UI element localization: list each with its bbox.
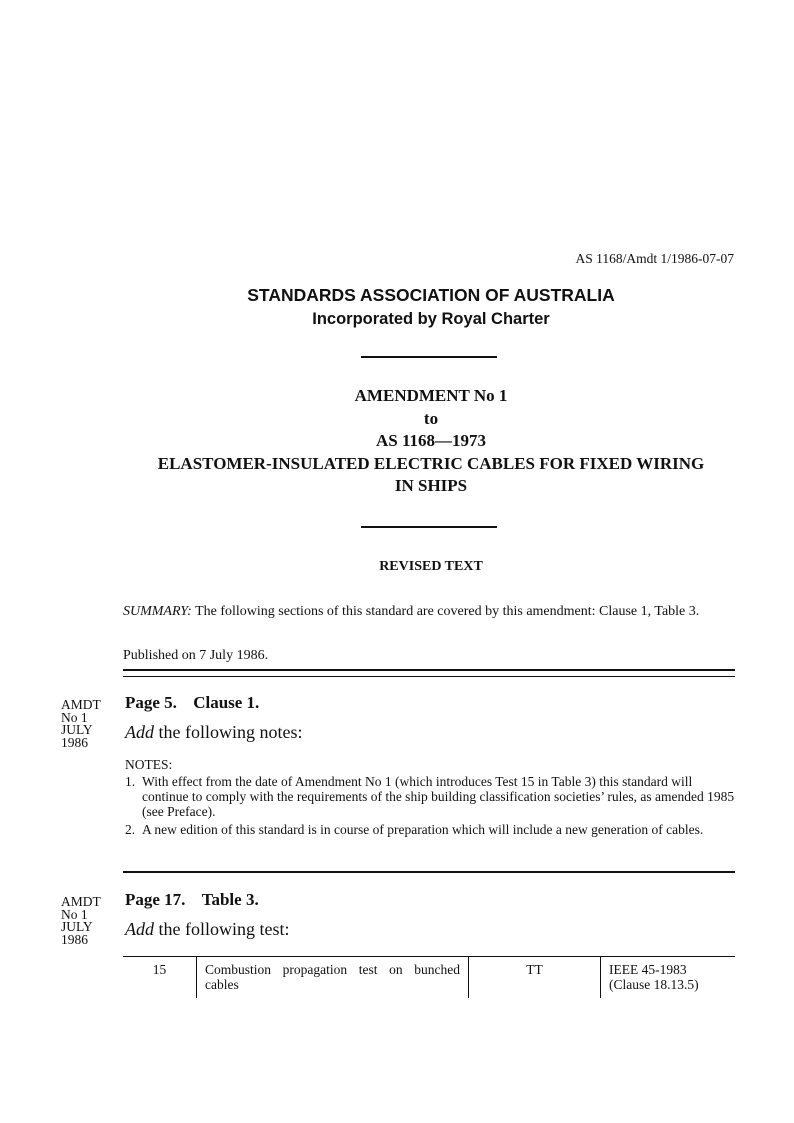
test-type: TT: [469, 957, 601, 999]
margin-note-line: No 1: [61, 709, 88, 725]
amendment-margin-note: [61, 896, 111, 946]
margin-note-line: 1986: [61, 931, 88, 947]
margin-note-line: AMDT: [61, 894, 101, 909]
document-reference: AS 1168/Amdt 1/1986-07-07: [575, 251, 734, 266]
instruction-verb: Add: [125, 919, 154, 939]
margin-note-line: 1986: [61, 734, 88, 750]
standard-title-line2: IN SHIPS: [394, 476, 468, 495]
note-text: A new edition of this standard is in course of preparation which will include a new generation of cables.: [142, 822, 704, 837]
margin-note-line: JULY: [61, 722, 93, 737]
test-reference-line2: (Clause 18.13.5): [609, 977, 699, 992]
organization-name: STANDARDS ASSOCIATION OF AUSTRALIA: [247, 285, 615, 305]
divider: [123, 871, 735, 873]
test-reference-line1: IEEE 45-1983: [609, 962, 687, 977]
note-item: [125, 774, 737, 819]
tests-table: [123, 956, 735, 998]
standard-number: AS 1168—1973: [375, 431, 487, 450]
instruction-text: the following notes:: [158, 722, 303, 742]
margin-note-line: No 1: [61, 906, 88, 922]
divider: [361, 356, 497, 358]
test-description: Combustion propagation test on bunched cables: [197, 957, 469, 999]
note-number: 2.: [125, 822, 136, 837]
amendment-margin-note: [61, 699, 111, 749]
test-number: 15: [152, 962, 167, 977]
instruction-line: [125, 919, 289, 940]
amendment-title: [0, 385, 794, 498]
notes-list: [125, 774, 737, 840]
note-number: 1.: [125, 774, 136, 789]
test-reference: [601, 957, 736, 999]
revised-text-heading: REVISED TEXT: [379, 559, 483, 574]
section-page: Page 17.: [125, 890, 186, 909]
summary-paragraph: [123, 604, 735, 620]
note-text: With effect from the date of Amendment No 1 (which introduces Test 15 in Table 3) this standard will continue to comply with the requirements of the ship building classification societies’ rules, as amended 1985 (see Preface).: [142, 774, 735, 819]
margin-note-line: AMDT: [61, 697, 101, 712]
note-item: [125, 822, 737, 837]
table-row: [123, 957, 735, 999]
section-ref: Clause 1.: [193, 693, 260, 712]
section-heading: [125, 890, 259, 910]
instruction-line: [125, 722, 302, 743]
organization-subtitle: Incorporated by Royal Charter: [312, 310, 550, 328]
section-page: Page 5.: [125, 693, 177, 712]
instruction-text: the following test:: [158, 919, 290, 939]
double-divider: [123, 669, 735, 677]
summary-label: SUMMARY:: [123, 604, 192, 619]
published-date: Published on 7 July 1986.: [123, 648, 269, 663]
section-ref: Table 3.: [201, 890, 259, 909]
amendment-number: AMENDMENT No 1: [354, 386, 508, 405]
instruction-verb: Add: [125, 722, 154, 742]
summary-text: The following sections of this standard are covered by this amendment: Clause 1, Table 3.: [195, 604, 700, 619]
margin-note-line: JULY: [61, 919, 93, 934]
section-heading: [125, 693, 259, 713]
divider: [361, 526, 497, 528]
amendment-to: to: [423, 408, 439, 428]
notes-label: NOTES:: [125, 757, 173, 772]
standard-title-line1: ELASTOMER-INSULATED ELECTRIC CABLES FOR FIXED WIRING: [157, 453, 705, 473]
organization-heading: [0, 283, 794, 331]
